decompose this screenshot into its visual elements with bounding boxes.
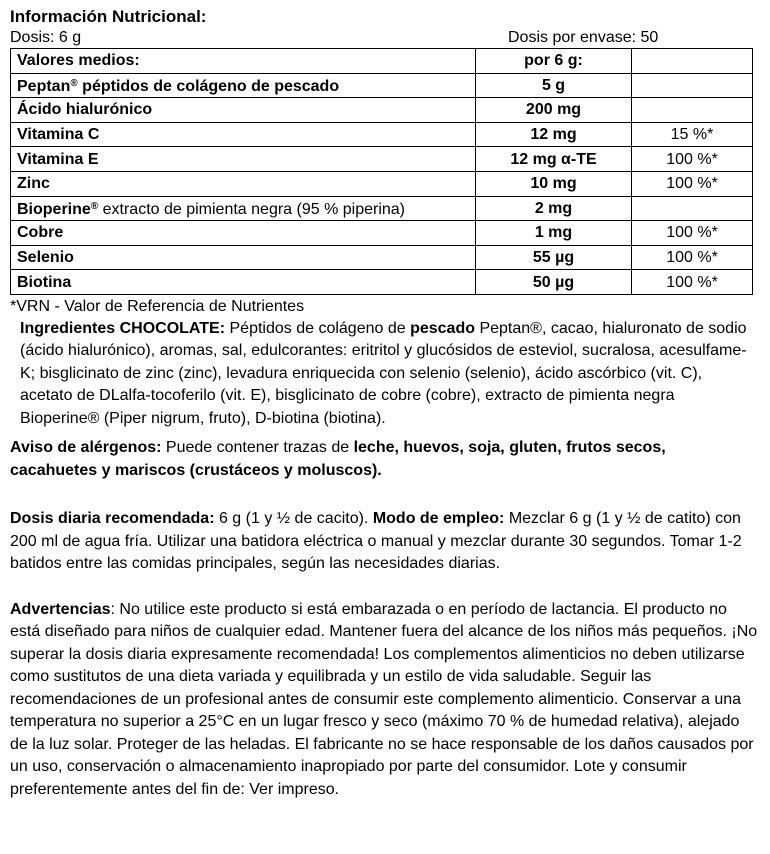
allergens-paragraph <box>10 437 755 482</box>
nutrient-name-main: Vitamina C <box>17 126 100 144</box>
nutrient-vrn: 100 %* <box>632 245 753 270</box>
nutrient-amount: 5 g <box>476 73 632 98</box>
nutrient-amount: 12 mg <box>476 122 632 147</box>
nutrient-amount: 50 µg <box>476 270 632 295</box>
warnings-text: : No utilice este producto si está embarazada o en período de lactancia. El producto no está diseñado para niños de cualquier edad. Mantener fuera del alcance de los niños más pequeños. ¡No superar la dosis diaria expresamente recomendada! Los complementos alimenticios no deben utilizarse como sustitutos de una dieta variada y equilibrada y un estilo de vida saludable. Seguir las recomendaciones de un profesional antes de consumir este complemento alimenticio. Conservar a una temperatura no superior a 25°C en un lugar fresco y seco (máximo 70 % de humedad relativa), alejado de la luz solar. Proteger de las heladas. El fabricante no se hace responsable de los daños causados por un uso, conservación o almacenamiento inapropiado por parte del consumidor. Lote y consumir preferentemente antes del fin de: Ver impreso. <box>10 600 758 798</box>
usage-label: Modo de empleo: <box>372 510 505 528</box>
nutrient-vrn <box>632 98 753 123</box>
nutrient-amount: 10 mg <box>476 171 632 196</box>
header-vrn <box>632 49 753 74</box>
header-label: Valores medios: <box>11 49 476 74</box>
table-row <box>11 122 753 147</box>
nutrient-vrn: 100 %* <box>632 270 753 295</box>
allergens-label: Aviso de alérgenos: <box>10 439 162 457</box>
nutrient-amount: 2 mg <box>476 196 632 221</box>
table-row <box>11 73 753 98</box>
allergens-list: leche, huevos, soja, gluten, frutos secos, cacahuetes y mariscos (crustáceos y moluscos). <box>10 439 666 479</box>
nutrient-name-main: Bioperine <box>17 201 91 219</box>
nutrient-vrn <box>632 73 753 98</box>
nutrition-table <box>10 48 753 295</box>
nutrient-name-main: Cobre <box>17 224 64 242</box>
table-row <box>11 270 753 295</box>
dose-info-row <box>10 28 762 48</box>
nutrient-amount: 200 mg <box>476 98 632 123</box>
warnings-label: Advertencias <box>10 600 111 618</box>
nutrient-name <box>11 245 476 270</box>
table-row <box>11 245 753 270</box>
dosage-paragraph <box>10 508 755 576</box>
nutrient-name <box>11 221 476 246</box>
table-header-row <box>11 49 753 74</box>
dosage-text-1: 6 g (1 y ½ de cacito). <box>214 510 373 528</box>
nutrient-name-main: Vitamina E <box>17 150 99 168</box>
table-row <box>11 171 753 196</box>
nutrient-name <box>11 196 476 221</box>
table-row <box>11 147 753 172</box>
nutrient-name-rest: extracto de pimienta negra (95 % piperina) <box>98 201 406 219</box>
registered-mark: ® <box>90 201 99 213</box>
nutrient-name-main: Biotina <box>17 273 72 291</box>
nutrition-label <box>10 6 762 801</box>
nutrient-vrn: 100 %* <box>632 147 753 172</box>
table-row <box>11 221 753 246</box>
vrn-note: *VRN - Valor de Referencia de Nutrientes <box>10 297 305 315</box>
registered-mark: ® <box>70 78 78 90</box>
nutrient-name-main: Zinc <box>17 175 50 193</box>
ingredients-text-2: Peptan®, cacao, hialuronato de sodio (ácido hialurónico), aromas, sal, edulcorantes: eritritol y glucósidos de esteviol, sucralosa, acesulfame-K; bisglicinato de zinc (zinc), levadura enriquecida con selenio (selenio), ácido ascórbico (vit. C), acetato de DLalfa-tocoferilo (vit. E), bisglicinato de cobre (cobre), extracto de pimienta negra Bioperine® (Piper nigrum, fruto), D-biotina (biotina). <box>20 319 747 427</box>
nutrient-amount: 12 mg α-TE <box>476 147 632 172</box>
table-row <box>11 196 753 221</box>
nutrient-amount: 1 mg <box>476 221 632 246</box>
ingredients-fish: pescado <box>410 319 475 337</box>
nutrient-name <box>11 98 476 123</box>
nutrient-name-main: Ácido hialurónico <box>17 101 153 119</box>
nutrient-vrn: 100 %* <box>632 171 753 196</box>
page-title: Información Nutricional: <box>10 7 207 26</box>
dosage-label: Dosis diaria recomendada: <box>10 510 215 528</box>
ingredients-paragraph <box>20 318 758 431</box>
nutrient-name-rest: péptidos de colágeno de pescado <box>77 78 340 96</box>
nutrient-name-main: Peptan <box>17 78 71 96</box>
table-row <box>11 98 753 123</box>
header-per-serving: por 6 g: <box>476 49 632 74</box>
nutrient-vrn: 15 %* <box>632 122 753 147</box>
nutrient-vrn <box>632 196 753 221</box>
allergens-text: Puede contener trazas de <box>161 439 354 457</box>
nutrient-name <box>11 73 476 98</box>
nutrient-name <box>11 171 476 196</box>
nutrient-name-main: Selenio <box>17 249 74 267</box>
nutrient-name <box>11 270 476 295</box>
nutrient-name <box>11 122 476 147</box>
dose-label: Dosis: 6 g <box>10 29 82 46</box>
usage-text: Mezclar 6 g (1 y ½ de catito) con 200 ml de agua fría. Utilizar una batidora eléctrica o manual y mezclar durante 30 segundos. Tomar 1-2 batidos entre las comidas principales, según las necesidades diarias. <box>10 510 742 573</box>
warnings-paragraph <box>10 599 758 802</box>
ingredients-text-1: Péptidos de colágeno de <box>225 319 411 337</box>
nutrient-vrn: 100 %* <box>632 221 753 246</box>
ingredients-label: Ingredientes CHOCOLATE: <box>20 319 226 337</box>
nutrient-name <box>11 147 476 172</box>
nutrient-amount: 55 µg <box>476 245 632 270</box>
servings-label: Dosis por envase: 50 <box>508 29 659 46</box>
